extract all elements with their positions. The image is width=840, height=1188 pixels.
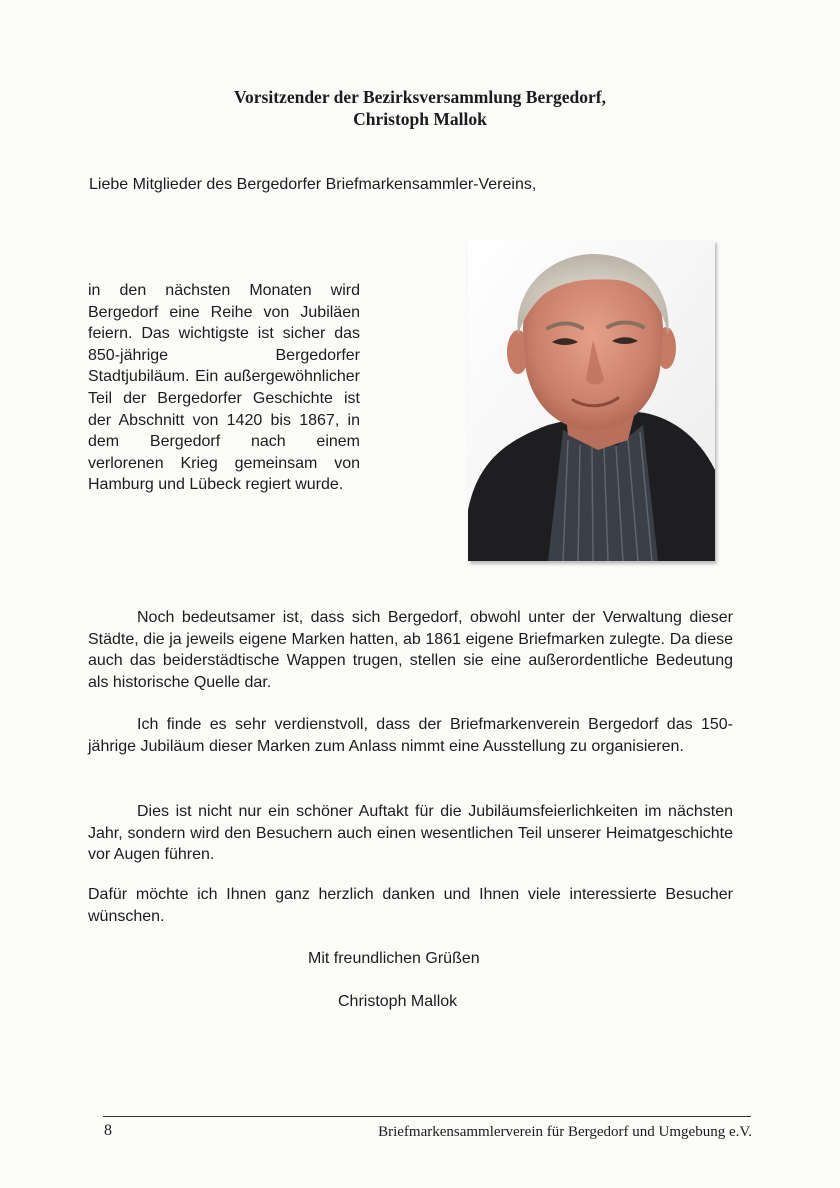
footer-organization: Briefmarkensammlerverein für Bergedorf und Umgebung e.V.	[378, 1124, 752, 1140]
footer-divider	[103, 1116, 751, 1117]
signature-name: Christoph Mallok	[338, 993, 458, 1010]
body-paragraph: Dies ist nicht nur ein schöner Auftakt für die Jubiläumsfeierlichkeiten im nächsten Jahr, sondern wird den Besuchern auch einen wesentlichen Teil unserer Heimatgeschichte vor Augen führen.	[88, 803, 733, 864]
portrait-photo	[468, 240, 715, 561]
body-paragraph: Dafür möchte ich Ihnen ganz herzlich danken und Ihnen viele interessierte Besucher wünschen.	[88, 886, 733, 925]
body-paragraph: Noch bedeutsamer ist, dass sich Bergedorf, obwohl unter der Verwaltung dieser Städte, die ja jeweils eigene Marken hatten, ab 1861 eigene Briefmarken zulegte. Da diese auch das beiderstädtische Wappen trugen, stellen sie eine außerordentliche Bedeutung als historische Quelle dar.	[88, 609, 733, 691]
closing-greeting: Mit freundlichen Grüßen	[308, 950, 480, 967]
salutation: Liebe Mitglieder des Bergedorfer Briefmarkensammler-Vereins,	[89, 176, 537, 193]
page-header	[0, 86, 840, 130]
header-name: Christoph Mallok	[353, 109, 487, 129]
header-title: Vorsitzender der Bezirksversammlung Bergedorf,	[234, 87, 606, 107]
intro-paragraph: in den nächsten Monaten wird Bergedorf eine Reihe von Jubiläen feiern. Das wichtigste ist sicher das 850-jährige Bergedorfer Stadtjubiläum. Ein außergewöhnlicher Teil der Bergedorfer Geschichte ist der Abschnitt von 1420 bis 1867, in dem Bergedorf nach einem verlorenen Krieg gemeinsam von Hamburg und Lübeck regiert wurde.	[88, 282, 360, 494]
body-paragraph: Ich finde es sehr verdienstvoll, dass der Briefmarkenverein Bergedorf das 150-jährige Jubiläum dieser Marken zum Anlass nimmt eine Ausstellung zu organisieren.	[88, 716, 733, 755]
page-number: 8	[104, 1122, 112, 1139]
